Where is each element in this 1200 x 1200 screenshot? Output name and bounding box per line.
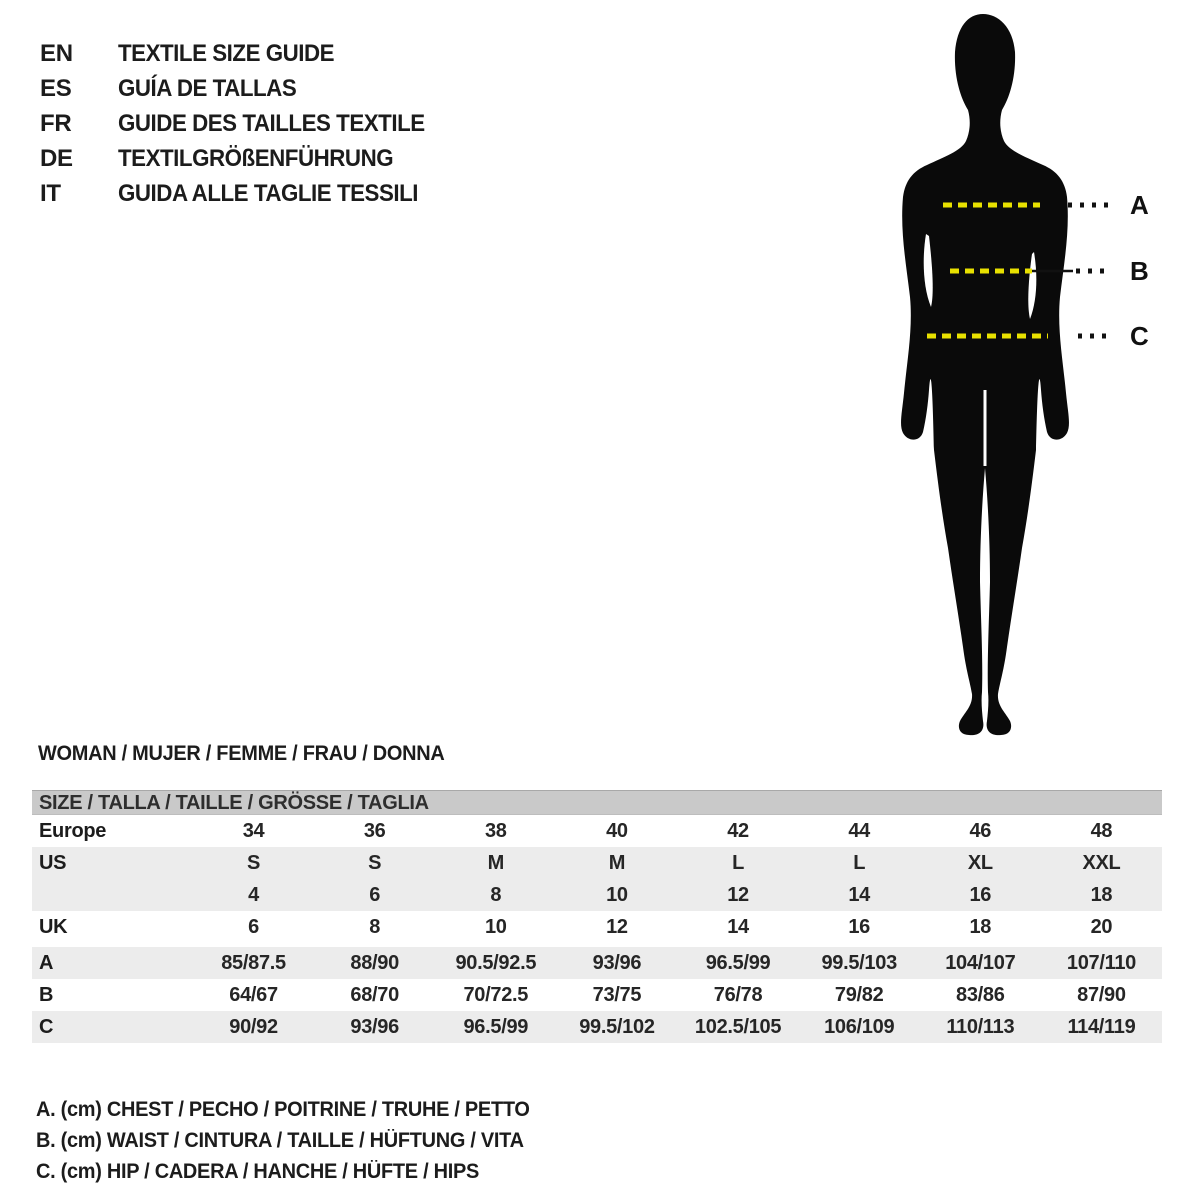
table-cell: 10 (606, 883, 628, 906)
size-table (32, 790, 1162, 1043)
language-row (40, 36, 448, 71)
table-cell: 96.5/99 (705, 951, 771, 974)
language-title: GUÍA DE TALLAS (118, 74, 297, 102)
table-cell: L (732, 851, 745, 874)
table-cell: 83/86 (956, 983, 1005, 1006)
table-cell: 42 (727, 819, 749, 842)
table-cell: 93/96 (350, 1015, 399, 1038)
table-cell: 73/75 (592, 983, 642, 1006)
table-cell: 12 (606, 915, 628, 938)
table-cell: 18 (969, 915, 992, 938)
table-cell: 88/90 (350, 951, 399, 974)
language-title-list (40, 36, 448, 211)
table-cell: M (608, 851, 626, 874)
table-cell: 10 (484, 915, 507, 938)
table-cell: 106/109 (824, 1015, 895, 1038)
table-row (32, 815, 1162, 847)
table-cell: 114/119 (1067, 1015, 1136, 1038)
table-cell: 68/70 (350, 983, 399, 1006)
table-cell: 85/87.5 (221, 951, 286, 974)
table-cell: 48 (1090, 819, 1113, 842)
table-cell: 14 (727, 915, 749, 938)
language-title: TEXTILE SIZE GUIDE (118, 39, 335, 67)
silhouette-body (901, 14, 1069, 735)
legend-line: B. (cm) WAIST / CINTURA / TAILLE / HÜFTUNG / VITA (36, 1129, 524, 1152)
table-cell: 6 (369, 883, 381, 906)
table-cell: 34 (242, 819, 265, 842)
table-row (32, 947, 1162, 979)
table-cell: 40 (606, 819, 628, 842)
table-row (32, 879, 1162, 911)
measure-label-b: B (1130, 256, 1149, 286)
table-cell: L (853, 851, 866, 874)
table-cell: 79/82 (834, 983, 884, 1006)
table-cell: 16 (969, 883, 992, 906)
table-cell: 8 (490, 883, 502, 906)
language-code: ES (40, 74, 72, 102)
size-table-body (32, 815, 1162, 1043)
table-cell: XXL (1082, 851, 1121, 874)
row-label: B (39, 983, 54, 1006)
table-cell: S (368, 851, 382, 874)
table-cell: 96.5/99 (463, 1015, 529, 1038)
language-row (40, 71, 448, 106)
measurement-legend (36, 1094, 556, 1187)
table-cell: 99.5/102 (579, 1015, 655, 1038)
language-code: FR (40, 109, 72, 137)
language-title: GUIDE DES TAILLES TEXTILE (118, 109, 425, 137)
table-cell: 76/78 (713, 983, 763, 1006)
table-cell: 64/67 (229, 983, 278, 1006)
language-title: GUIDA ALLE TAGLIE TESSILI (118, 179, 419, 207)
table-cell: 99.5/103 (821, 951, 897, 974)
table-cell: 18 (1090, 883, 1113, 906)
table-cell: 14 (848, 883, 871, 906)
table-cell: 90.5/92.5 (455, 951, 537, 974)
table-cell: 38 (484, 819, 507, 842)
language-code: IT (40, 179, 61, 207)
row-label: UK (39, 915, 68, 938)
table-cell: 90/92 (229, 1015, 278, 1038)
table-cell: 87/90 (1077, 983, 1126, 1006)
language-code: EN (40, 39, 73, 67)
row-label: Europe (39, 819, 107, 842)
legend-line: A. (cm) CHEST / PECHO / POITRINE / TRUHE / PETTO (36, 1098, 530, 1121)
table-cell: 16 (848, 915, 871, 938)
table-cell: 8 (369, 915, 381, 938)
language-row (40, 141, 448, 176)
table-cell: 20 (1090, 915, 1113, 938)
table-cell: 36 (363, 819, 386, 842)
table-row (32, 1011, 1162, 1043)
language-title: TEXTILGRÖßENFÜHRUNG (118, 144, 394, 172)
measure-label-c: C (1130, 321, 1149, 351)
table-cell: M (487, 851, 504, 874)
table-cell: 46 (969, 819, 992, 842)
row-label: US (39, 851, 67, 874)
table-cell: 44 (848, 819, 871, 842)
table-cell: 107/110 (1066, 951, 1136, 974)
table-cell: 104/107 (945, 951, 1016, 974)
row-label: C (39, 1015, 54, 1038)
table-cell: 4 (248, 883, 259, 906)
table-cell: 70/72.5 (463, 983, 529, 1006)
figure-area (880, 0, 1200, 745)
language-row (40, 106, 448, 141)
table-cell: 110/113 (946, 1015, 1015, 1038)
table-cell: 12 (727, 883, 749, 906)
table-cell: 102.5/105 (694, 1015, 782, 1038)
table-row (32, 847, 1162, 879)
woman-silhouette (880, 0, 1200, 745)
size-table-header: SIZE / TALLA / TAILLE / GRÖSSE / TAGLIA (32, 790, 1162, 815)
language-row (40, 176, 448, 211)
table-row (32, 911, 1162, 943)
gender-heading: WOMAN / MUJER / FEMME / FRAU / DONNA (38, 742, 445, 765)
table-cell: 93/96 (592, 951, 642, 974)
row-label: A (39, 951, 54, 974)
language-code: DE (40, 144, 73, 172)
table-cell: XL (967, 851, 993, 874)
table-row (32, 979, 1162, 1011)
table-cell: 6 (248, 915, 259, 938)
table-cell: S (247, 851, 261, 874)
measure-label-a: A (1130, 190, 1149, 220)
legend-line: C. (cm) HIP / CADERA / HANCHE / HÜFTE / HIPS (36, 1160, 480, 1183)
